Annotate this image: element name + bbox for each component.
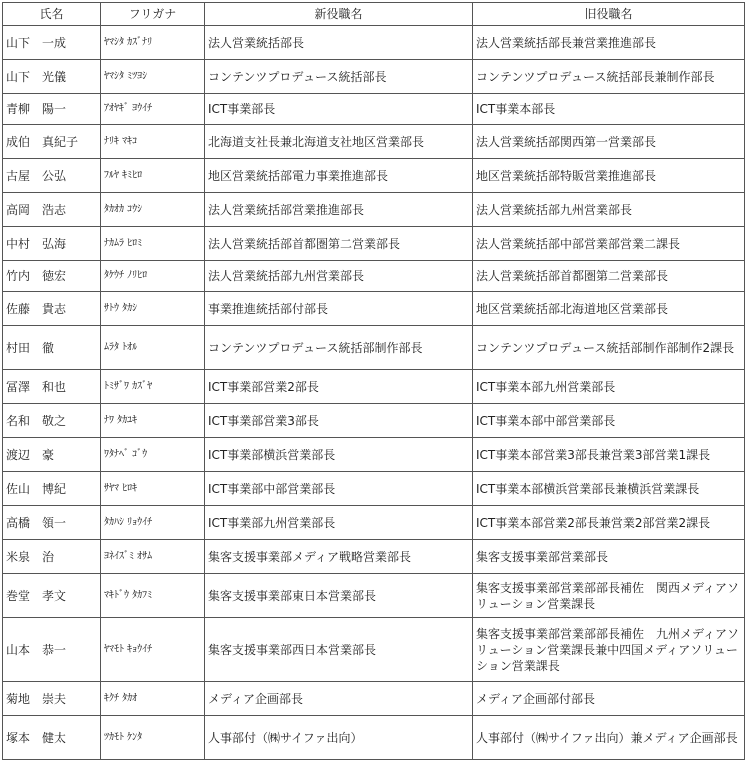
table-row <box>3 618 745 682</box>
cell-furigana: ﾅﾘｷ ﾏｷｺ <box>101 125 205 159</box>
cell-old-title: ICT事業本部九州営業部長 <box>473 370 745 404</box>
table-row <box>3 26 745 60</box>
table-row <box>3 506 745 540</box>
cell-old-title: 地区営業統括部特販営業推進部長 <box>473 159 745 193</box>
cell-new-title: メディア企画部長 <box>205 682 473 716</box>
cell-name: 名和 敬之 <box>3 404 101 438</box>
cell-name: 古屋 公弘 <box>3 159 101 193</box>
cell-new-title: 集客支援事業部東日本営業部長 <box>205 574 473 618</box>
cell-furigana: ｻﾄｳ ﾀｶｼ <box>101 292 205 326</box>
table-row <box>3 540 745 574</box>
cell-name: 村田 徹 <box>3 326 101 370</box>
table-row <box>3 574 745 618</box>
cell-old-title: 集客支援事業部営業部部長補佐 関西メディアソリューション営業課長 <box>473 574 745 618</box>
cell-name: 成伯 真紀子 <box>3 125 101 159</box>
cell-old-title: コンテンツプロデュース統括部制作部制作2課長 <box>473 326 745 370</box>
cell-name: 山本 恭一 <box>3 618 101 682</box>
cell-furigana: ﾂｶﾓﾄ ｹﾝﾀ <box>101 716 205 760</box>
cell-new-title: 人事部付（㈱サイファ出向） <box>205 716 473 760</box>
table-row <box>3 159 745 193</box>
cell-old-title: 地区営業統括部北海道地区営業部長 <box>473 292 745 326</box>
cell-name: 青柳 陽一 <box>3 94 101 125</box>
cell-new-title: 集客支援事業部メディア戦略営業部長 <box>205 540 473 574</box>
table-row <box>3 716 745 760</box>
table-row <box>3 438 745 472</box>
cell-old-title: ICT事業本部中部営業部長 <box>473 404 745 438</box>
cell-name: 高岡 浩志 <box>3 193 101 227</box>
header-name: 氏名 <box>3 3 101 26</box>
cell-new-title: 地区営業統括部電力事業推進部長 <box>205 159 473 193</box>
cell-furigana: ﾄﾐｻﾞﾜ ｶｽﾞﾔ <box>101 370 205 404</box>
header-furigana: フリガナ <box>101 3 205 26</box>
table-row <box>3 472 745 506</box>
cell-new-title: ICT事業部営業3部長 <box>205 404 473 438</box>
cell-old-title: ICT事業本部長 <box>473 94 745 125</box>
header-old-title: 旧役職名 <box>473 3 745 26</box>
table-row <box>3 370 745 404</box>
table-row <box>3 326 745 370</box>
cell-furigana: ﾅﾜ ﾀｶﾕｷ <box>101 404 205 438</box>
cell-furigana: ｷｸﾁ ﾀｶｵ <box>101 682 205 716</box>
cell-new-title: ICT事業部営業2部長 <box>205 370 473 404</box>
cell-old-title: 法人営業統括部九州営業部長 <box>473 193 745 227</box>
cell-furigana: ｱｵﾔｷﾞ ﾖｳｲﾁ <box>101 94 205 125</box>
cell-new-title: 集客支援事業部西日本営業部長 <box>205 618 473 682</box>
cell-name: 高橋 領一 <box>3 506 101 540</box>
cell-old-title: メディア企画部付部長 <box>473 682 745 716</box>
table-row <box>3 60 745 94</box>
cell-old-title: コンテンツプロデュース統括部長兼制作部長 <box>473 60 745 94</box>
cell-name: 米泉 治 <box>3 540 101 574</box>
cell-new-title: 法人営業統括部長 <box>205 26 473 60</box>
cell-old-title: 法人営業統括部中部営業部営業二課長 <box>473 227 745 261</box>
cell-new-title: 北海道支社長兼北海道支社地区営業部長 <box>205 125 473 159</box>
header-new-title: 新役職名 <box>205 3 473 26</box>
table-row <box>3 404 745 438</box>
cell-furigana: ﾌﾙﾔ ｷﾐﾋﾛ <box>101 159 205 193</box>
cell-new-title: 事業推進統括部付部長 <box>205 292 473 326</box>
cell-furigana: ﾀｶﾊｼ ﾘｮｳｲﾁ <box>101 506 205 540</box>
cell-new-title: ICT事業部横浜営業部長 <box>205 438 473 472</box>
cell-old-title: 法人営業統括部長兼営業推進部長 <box>473 26 745 60</box>
table-row <box>3 193 745 227</box>
cell-new-title: コンテンツプロデュース統括部制作部長 <box>205 326 473 370</box>
cell-name: 佐藤 貴志 <box>3 292 101 326</box>
cell-furigana: ﾀｶｵｶ ｺｳｼ <box>101 193 205 227</box>
cell-furigana: ﾜﾀﾅﾍﾞ ｺﾞｳ <box>101 438 205 472</box>
table-row <box>3 292 745 326</box>
cell-name: 竹内 徳宏 <box>3 261 101 292</box>
cell-old-title: 人事部付（㈱サイファ出向）兼メディア企画部長 <box>473 716 745 760</box>
cell-old-title: 集客支援事業部営業部部長補佐 九州メディアソリューション営業課長兼中四国メディアソリューション営業課長 <box>473 618 745 682</box>
cell-name: 塚本 健太 <box>3 716 101 760</box>
cell-furigana: ﾀｹｳﾁ ﾉﾘﾋﾛ <box>101 261 205 292</box>
cell-furigana: ﾑﾗﾀ ﾄｵﾙ <box>101 326 205 370</box>
cell-new-title: ICT事業部長 <box>205 94 473 125</box>
cell-furigana: ﾖﾈｲｽﾞﾐ ｵｻﾑ <box>101 540 205 574</box>
cell-new-title: ICT事業部中部営業部長 <box>205 472 473 506</box>
table-row <box>3 227 745 261</box>
cell-name: 渡辺 豪 <box>3 438 101 472</box>
table-row <box>3 125 745 159</box>
cell-furigana: ﾏｷﾄﾞｳ ﾀｶﾌﾐ <box>101 574 205 618</box>
cell-furigana: ﾔﾏﾓﾄ ｷｮｳｲﾁ <box>101 618 205 682</box>
cell-new-title: コンテンツプロデュース統括部長 <box>205 60 473 94</box>
cell-old-title: ICT事業本部横浜営業部長兼横浜営業課長 <box>473 472 745 506</box>
cell-name: 巻堂 孝文 <box>3 574 101 618</box>
table-row <box>3 682 745 716</box>
cell-furigana: ｻﾔﾏ ﾋﾛｷ <box>101 472 205 506</box>
table-row <box>3 261 745 292</box>
cell-old-title: 法人営業統括部首都圏第二営業部長 <box>473 261 745 292</box>
cell-new-title: 法人営業統括部首都圏第二営業部長 <box>205 227 473 261</box>
cell-new-title: 法人営業統括部九州営業部長 <box>205 261 473 292</box>
cell-name: 冨澤 和也 <box>3 370 101 404</box>
cell-old-title: 法人営業統括部関西第一営業部長 <box>473 125 745 159</box>
cell-furigana: ﾔﾏｼﾀ ﾐﾂﾖｼ <box>101 60 205 94</box>
cell-name: 菊地 崇夫 <box>3 682 101 716</box>
cell-new-title: 法人営業統括部営業推進部長 <box>205 193 473 227</box>
cell-name: 中村 弘海 <box>3 227 101 261</box>
cell-furigana: ﾅｶﾑﾗ ﾋﾛﾐ <box>101 227 205 261</box>
cell-new-title: ICT事業部九州営業部長 <box>205 506 473 540</box>
personnel-changes-table <box>2 2 745 760</box>
cell-old-title: ICT事業本部営業3部長兼営業3部営業1課長 <box>473 438 745 472</box>
cell-old-title: 集客支援事業部営業部長 <box>473 540 745 574</box>
cell-name: 佐山 博紀 <box>3 472 101 506</box>
cell-name: 山下 光儀 <box>3 60 101 94</box>
cell-name: 山下 一成 <box>3 26 101 60</box>
cell-old-title: ICT事業本部営業2部長兼営業2部営業2課長 <box>473 506 745 540</box>
table-header-row <box>3 3 745 26</box>
cell-furigana: ﾔﾏｼﾀ ｶｽﾞﾅﾘ <box>101 26 205 60</box>
table-row <box>3 94 745 125</box>
